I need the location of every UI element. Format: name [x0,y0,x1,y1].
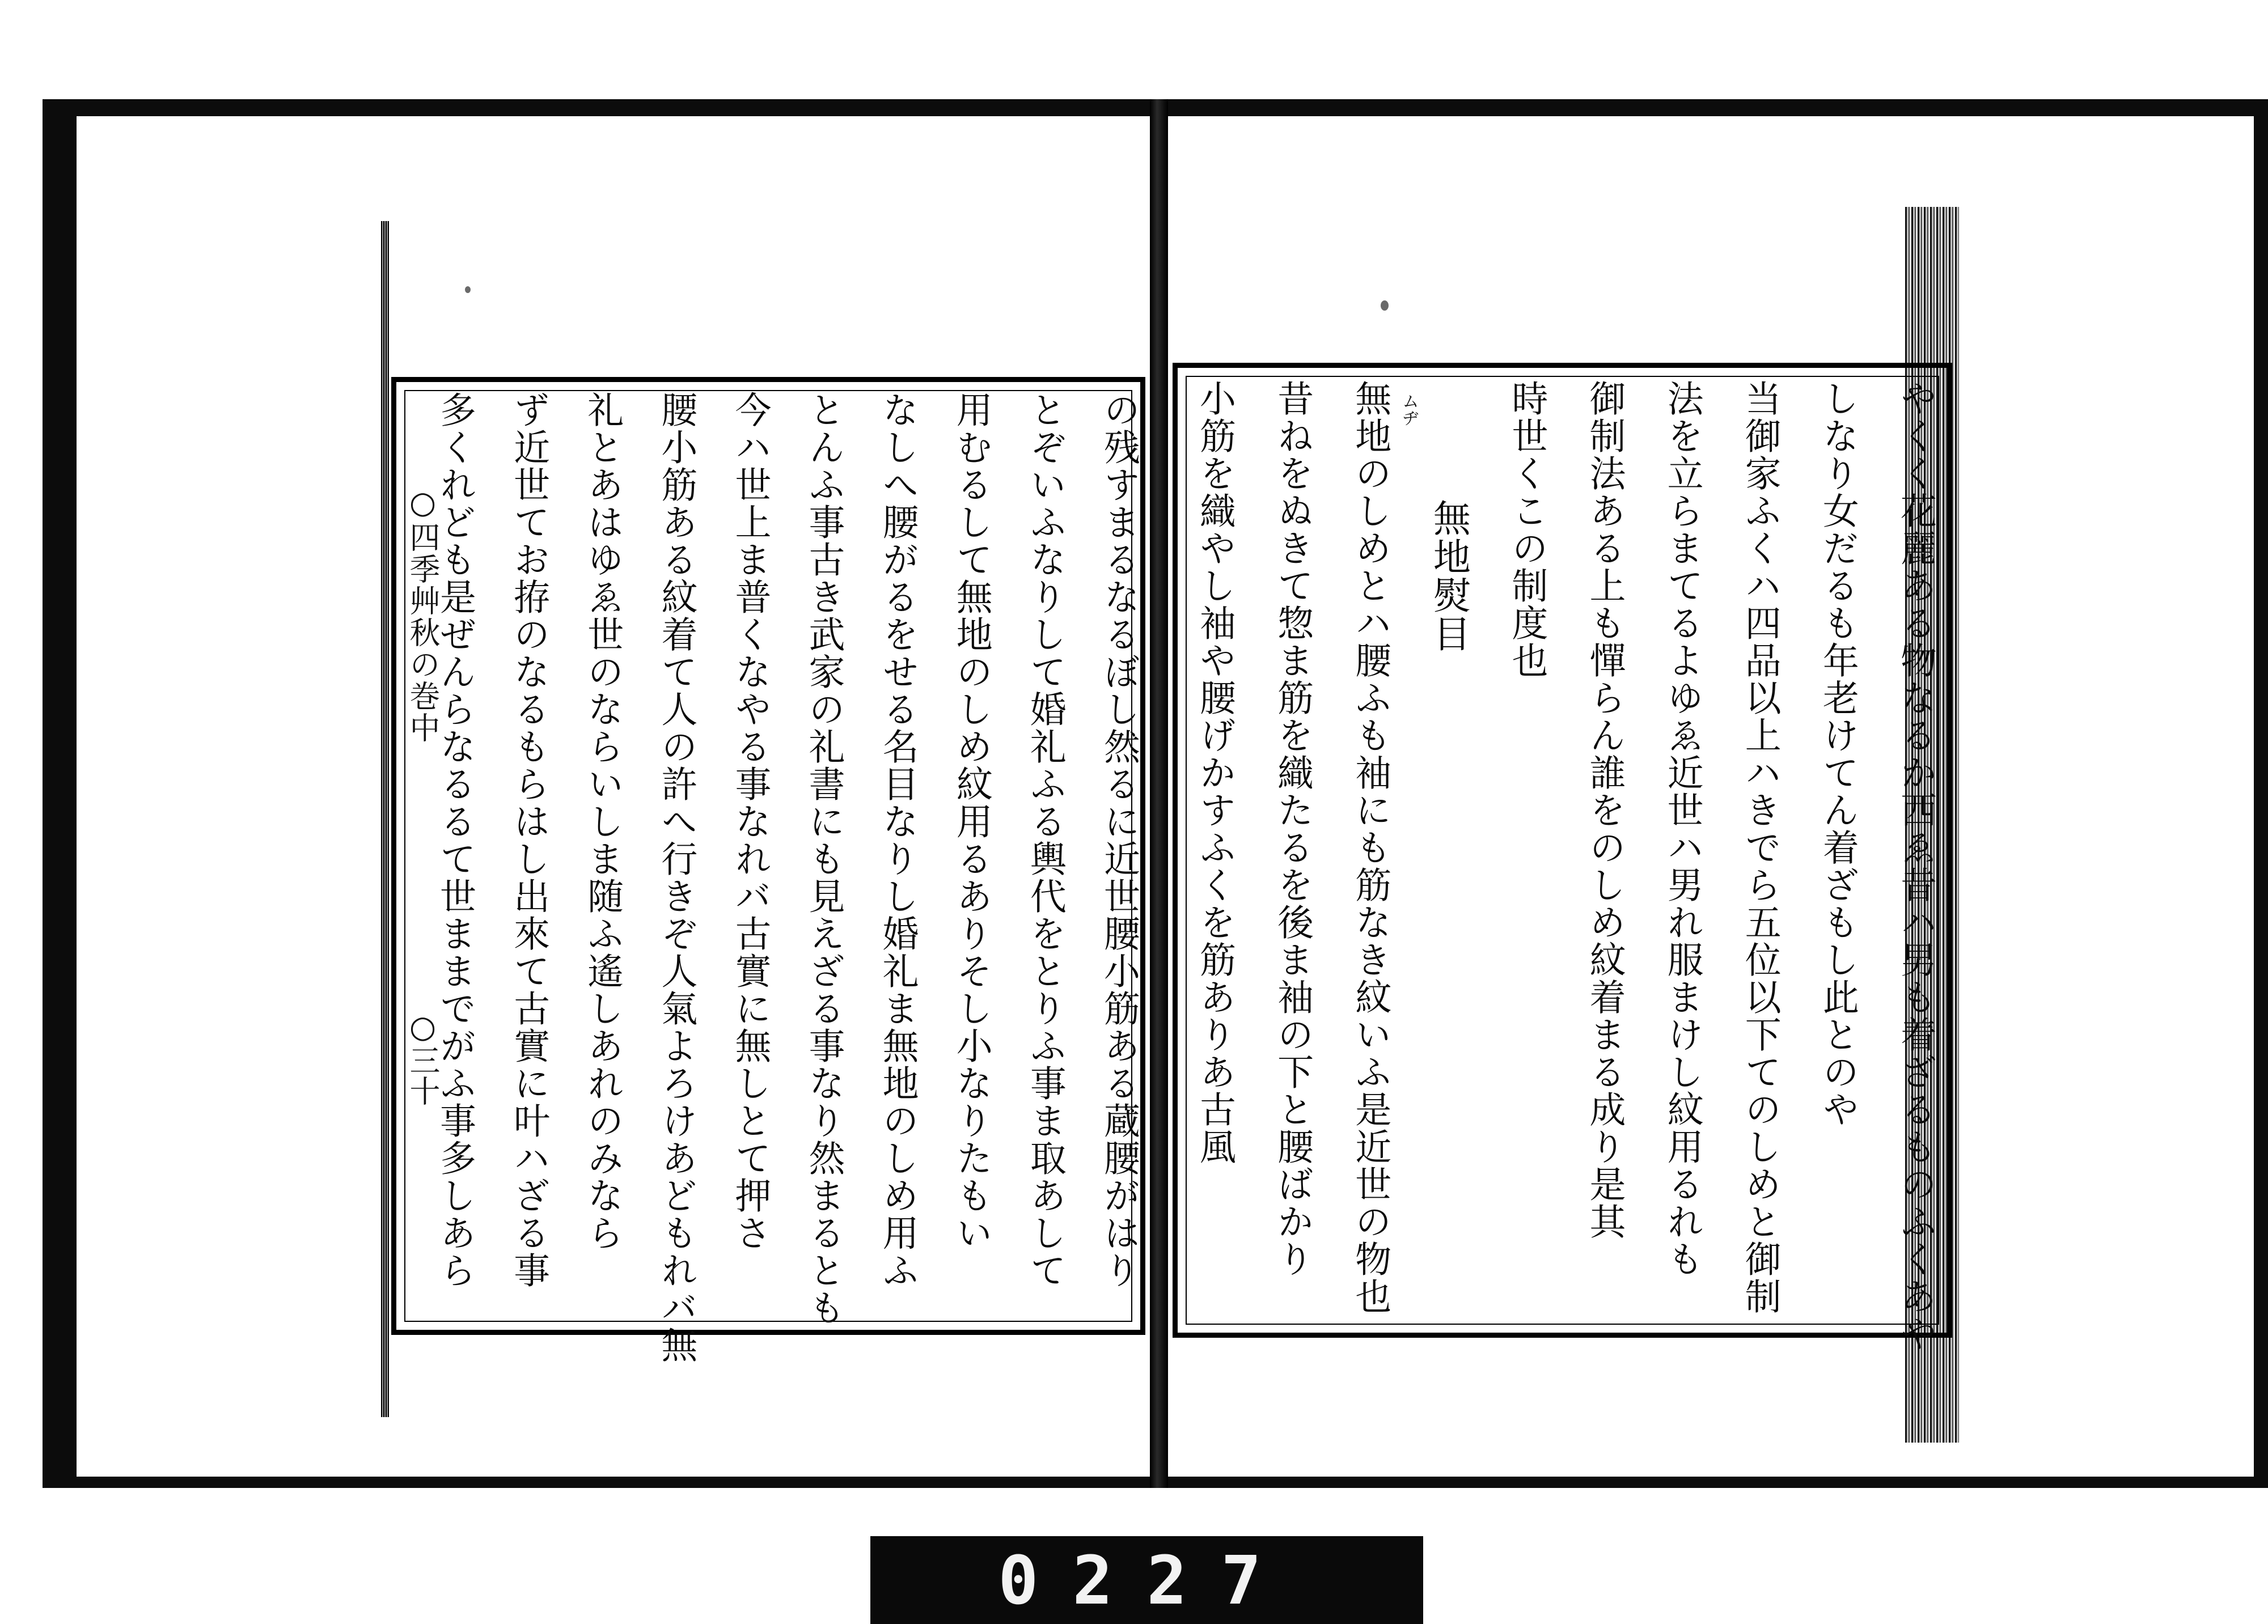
right-text-body [1194,380,1936,1352]
page-number: ○三十 [405,1009,441,1106]
text-column: とぞいふなりして婚礼ふる輿代をとりふ事ま取あして [1023,391,1066,1289]
text-column: 腰小筋ある紋着て人の許へ行きぞ人氣よろけあどもれバ無 [655,391,697,1364]
text-column: やくく花麗ある物なるか西ゑ昔ハ男も着ざるものふくあや [1894,380,1936,1352]
ink-spot [1381,300,1389,311]
margin-book-title: ○四季艸秋の巻中 [405,485,441,744]
book-spine [1150,99,1168,1488]
text-column: 礼とあはゆゑ世のならいしま随ふ遙しあれのみなら [581,391,624,1252]
text-column: の残すまるなるぼし然るに近世腰小筋ある蔵腰がはり [1097,391,1140,1289]
left-text-body [434,391,1140,1364]
text-column: ず近世てお拵のなるもらはし出來て古實に叶ハざる事 [507,391,550,1289]
text-column: しなり女だるも年老けてん着ざもし此とのや [1816,380,1859,1128]
text-column: 時世くこの制度也 [1505,380,1548,679]
text-column: なしへ腰がるをせる名目なりし婚礼ま無地のしめ用ふ [876,391,919,1289]
text-column: 昔ねをぬきて惣ま筋を織たるを後ま袖の下と腰ばかり [1271,380,1314,1278]
text-column: 多くれども是ぜんらなるるて世ままでがふ事多しあら [434,391,476,1289]
text-column: とんふ事古き武家の礼書にも見えざる事なり然まるとも [802,391,845,1326]
text-column: 当御家ふくハ四品以上ハきでら五位以下てのしめと御制 [1738,380,1781,1315]
left-margin-rule [381,221,389,1417]
text-column: 法を立らまてるよゆゑ近世ハ男れ服まけし紋用るれも [1661,380,1703,1278]
ruby-annotation: ムヂ [1399,392,1419,426]
ink-spot [465,286,471,293]
text-column: 御制法ある上も憚らん誰をのしめ紋着まる成り是其 [1583,380,1626,1240]
text-column: 小筋を織やし袖や腰げかすふくを筋ありあ古風 [1194,380,1235,1165]
film-frame-number: 0227 [870,1536,1423,1624]
text-column: 無地のしめとハ腰ふも袖にも筋なき紋いふ是近世の物也 [1349,380,1391,1315]
section-heading: 無地熨目 [1427,499,1471,653]
text-column: 用むるして無地のしめ紋用るありそし小なりたもい [950,391,992,1252]
text-column: 今ハ世上ま普くなやる事なれバ古實に無しとて押さ [729,391,771,1252]
